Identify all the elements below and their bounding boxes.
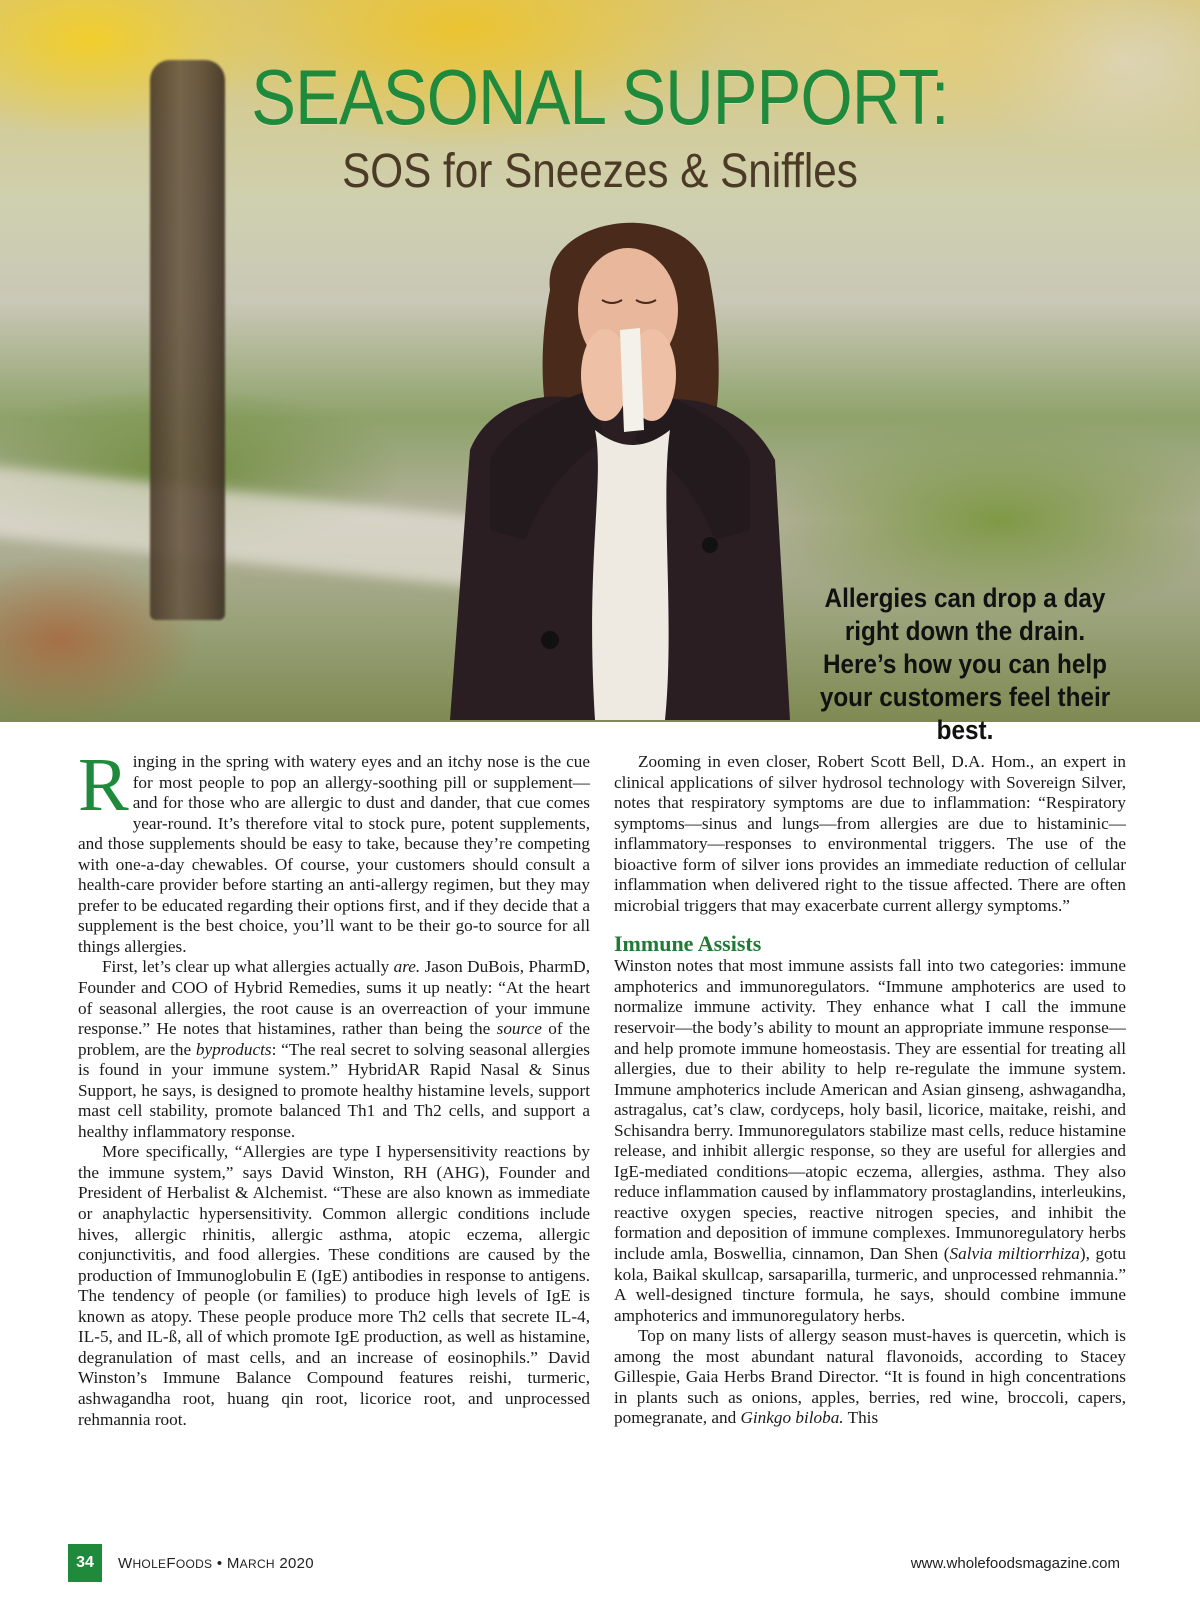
publication-line: WHOLEFOODS • MARCH 2020 [118, 1555, 314, 1572]
drop-cap: R [78, 743, 129, 827]
paragraph: Ringing in the spring with watery eyes and an itchy nose is the cue for most people to pop an allergy-soothing pill or supplement—and for those who are allergic to dust and dander, that cue comes year-round. It’s therefore vital to stock pure, potent supplements, and those supplements should be easy to take, because they’re competing with one-a-day chewables. Of course, your customers should consult a health-care provider before starting an anti-allergy regimen, but they may prefer to be educated regarding their options first, and if they decide that a supplement is the best choice, you’ll want to be their go-to source for all things allergies. [78, 743, 590, 956]
paragraph: Winston notes that most immune assists fall into two categories: immune amphoterics and immunoregulators. “Immune amphoterics are used to normalize immune activity. They enhance what I call the immune reservoir—the body’s ability to mount an appropriate immune response—and help promote immune homeostasis. They are essential for treating all allergies, due to their ability to help re-regulate the immune system. Immune amphoterics include American and Asian ginseng, ashwagandha, astragalus, cat’s claw, cordyceps, holy basil, licorice, maitake, reishi, and Schisandra berry. Immunoregulators stabilize mast cells, reduce histamine release, and inhibit allergic response, so they are useful for allergies and IgE-mediated conditions—atopic eczema, allergies, asthma. They also reduce inflammation caused by inflammatory prostaglandins, interleukins, reactive oxygen species, reactive nitrogen species, and inhibit the formation and deposition of immune complexes. Immunoregulatory herbs include amla, Boswellia, cinnamon, Dan Shen (Salvia miltiorrhiza), gotu kola, Baikal skullcap, sarsaparilla, turmeric, and unprocessed rehmannia.” A well-designed tincture formula, he says, should combine immune amphoterics and immunoregulatory herbs. [614, 956, 1126, 1325]
paragraph: More specifically, “Allergies are type I hypersensitivity reactions by the immune system,” says David Winston, RH (AHG), Founder and President of Herbalist & Alchemist. “These are also known as immediate or anaphylactic hypersensitivity. Common allergic conditions include hives, allergic rhinitis, allergic asthma, atopic eczema, allergic conjunctivitis, and food allergies. These conditions are caused by the production of Immunoglobulin E (IgE) antibodies in response to antigens. The tendency of people (or families) to produce high levels of IgE is known as atopy. These people produce more Th2 cells that secrete IL-4, IL-5, and IL-ß, all of which promote IgE production, as well as histamine, degranulation of mast cells, and an increase of eosinophils.” David Winston’s Immune Balance Compound features reishi, turmeric, ashwagandha root, huang qin root, licorice root, and unprocessed rehmannia root. [78, 1142, 590, 1429]
sneezing-woman-illustration [430, 200, 810, 722]
article-title: SEASONAL SUPPORT: [251, 53, 949, 141]
section-heading: Immune Assists [614, 931, 762, 957]
background-path [0, 463, 482, 587]
paragraph: Top on many lists of allergy season must-haves is quercetin, which is among the most abundant natural flavonoids, according to Stacey Gillespie, Gaia Herbs Brand Director. “It is found in high concentrations in plants such as onions, apples, berries, red wine, broccoli, capers, pomegranate, and Ginkgo biloba. This [614, 1326, 1126, 1428]
right-column [614, 752, 1126, 1429]
page-number: 34 [68, 1544, 102, 1582]
paragraph: First, let’s clear up what allergies actually are. Jason DuBois, PharmD, Founder and COO of Hybrid Remedies, sums it up neatly: “At the heart of seasonal allergies, the root cause is an overreaction of your immune response.” He notes that histamines, rather than being the source of the problem, are the byproducts: “The real secret to solving seasonal allergies is found in your immune system.” HybridAR Rapid Nasal & Sinus Support, he says, is designed to promote healthy histamine levels, support mast cell stability, promote balanced Th1 and Th2 cells, and support a healthy inflammatory response. [78, 957, 590, 1141]
article-subtitle: SOS for Sneezes & Sniffles [342, 145, 858, 198]
article-callout: Allergies can drop a day right down the drain. Here’s how you can help your customers feel their best. [819, 583, 1111, 745]
left-column [78, 743, 590, 1430]
paragraph: Zooming in even closer, Robert Scott Bell, D.A. Hom., an expert in clinical applications of silver hydrosol technology with Sovereign Silver, notes that respiratory symptoms are due to inflammation: “Respiratory symptoms—sinus and lungs—from allergies are due to histaminic—inflammatory—responses to environmental triggers. The use of the bioactive form of silver ions provides an immediate reduction of cellular inflammation when delivered right to the tissue affected. There are often microbial triggers that may exacerbate current allergy symptoms.” [614, 752, 1126, 915]
hero-photo [0, 0, 1200, 745]
page-footer [0, 1544, 1200, 1584]
website-link[interactable]: www.wholefoodsmagazine.com [910, 1555, 1120, 1572]
